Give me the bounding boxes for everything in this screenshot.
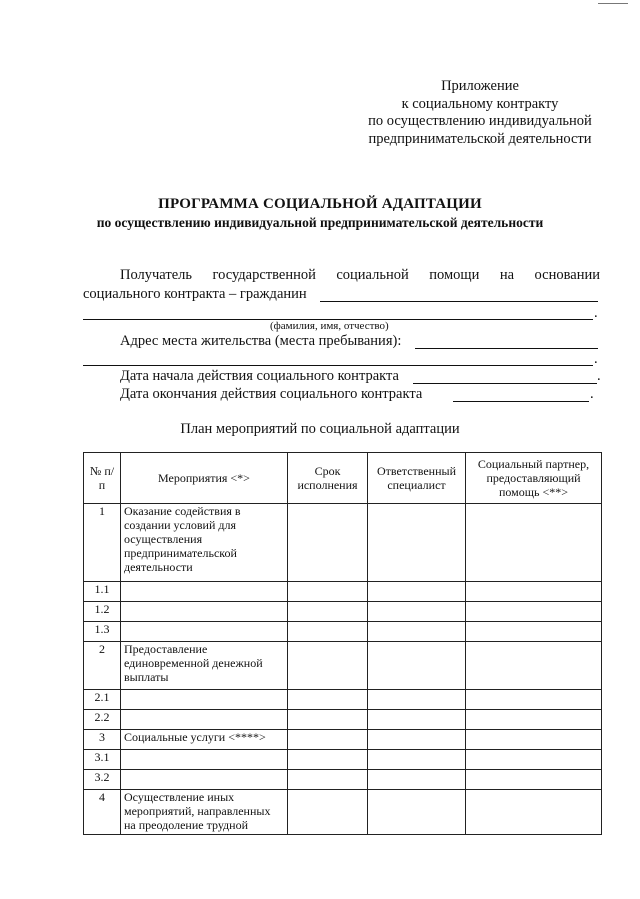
name-caption: (фамилия, имя, отчество) <box>270 320 389 332</box>
row-number: 1.2 <box>84 602 121 622</box>
period-mark: . <box>590 386 594 402</box>
period-mark: . <box>597 368 601 384</box>
appendix-note <box>360 78 600 148</box>
start-date-label: Дата начала действия социального контракта <box>120 368 399 384</box>
recipient-line-2: социального контракта – гражданин <box>83 286 307 302</box>
appendix-line: предпринимательской деятельности <box>368 130 592 147</box>
row-number: 2.1 <box>84 690 121 710</box>
table-row <box>84 710 602 730</box>
header-responsible: Ответственный специалист <box>368 453 466 504</box>
row-partner-cell[interactable] <box>466 710 602 730</box>
table-row <box>84 602 602 622</box>
document-title: ПРОГРАММА СОЦИАЛЬНОЙ АДАПТАЦИИ <box>158 196 482 212</box>
row-responsible-cell[interactable] <box>368 622 466 642</box>
table-row <box>84 642 602 690</box>
row-responsible-cell[interactable] <box>368 582 466 602</box>
start-date-field[interactable] <box>413 383 597 384</box>
row-activity[interactable] <box>121 622 288 642</box>
row-activity[interactable] <box>121 582 288 602</box>
row-partner-cell[interactable] <box>466 730 602 750</box>
row-partner-cell[interactable] <box>466 690 602 710</box>
row-activity[interactable] <box>121 710 288 730</box>
row-responsible-cell[interactable] <box>368 730 466 750</box>
table-row <box>84 770 602 790</box>
period-mark: . <box>594 351 598 367</box>
row-activity[interactable] <box>121 690 288 710</box>
row-responsible-cell[interactable] <box>368 642 466 690</box>
table-row <box>84 582 602 602</box>
recipient-name-field[interactable] <box>320 301 598 302</box>
row-partner-cell[interactable] <box>466 504 602 582</box>
address-field[interactable] <box>415 348 598 349</box>
period-mark: . <box>594 305 598 321</box>
table-row <box>84 750 602 770</box>
header-activities: Мероприятия <*> <box>121 453 288 504</box>
row-deadline-cell[interactable] <box>288 730 368 750</box>
row-activity[interactable] <box>121 770 288 790</box>
row-partner-cell[interactable] <box>466 602 602 622</box>
row-number: 3 <box>84 730 121 750</box>
row-responsible-cell[interactable] <box>368 602 466 622</box>
row-number: 3.1 <box>84 750 121 770</box>
address-label: Адрес места жительства (места пребывания): <box>120 333 402 349</box>
top-edge-line <box>598 3 628 4</box>
header-number: № п/п <box>84 453 121 504</box>
row-activity[interactable] <box>121 602 288 622</box>
row-partner-cell[interactable] <box>466 750 602 770</box>
table-header-row <box>84 453 602 504</box>
address-field-2[interactable] <box>83 365 593 366</box>
row-responsible-cell[interactable] <box>368 504 466 582</box>
row-number: 1.3 <box>84 622 121 642</box>
row-activity: Предоставление единовременной денежной выплаты <box>121 642 288 690</box>
row-deadline-cell[interactable] <box>288 602 368 622</box>
row-activity[interactable] <box>121 750 288 770</box>
row-number: 2.2 <box>84 710 121 730</box>
row-deadline-cell[interactable] <box>288 770 368 790</box>
end-date-label: Дата окончания действия социального контракта <box>120 386 423 402</box>
plan-table <box>83 452 602 835</box>
row-activity: Оказание содействия в создании условий для осуществления предпринимательской деятельности <box>121 504 288 582</box>
end-date-field[interactable] <box>453 401 589 402</box>
row-responsible-cell[interactable] <box>368 770 466 790</box>
row-deadline-cell[interactable] <box>288 622 368 642</box>
row-number: 1 <box>84 504 121 582</box>
row-deadline-cell[interactable] <box>288 504 368 582</box>
table-row <box>84 690 602 710</box>
row-deadline-cell[interactable] <box>288 642 368 690</box>
row-responsible-cell[interactable] <box>368 750 466 770</box>
appendix-line: к социальному контракту <box>401 95 559 112</box>
header-deadline: Срок исполнения <box>288 453 368 504</box>
row-deadline-cell[interactable] <box>288 710 368 730</box>
table-row <box>84 622 602 642</box>
row-activity: Осуществление иных мероприятий, направленных на преодоление трудной <box>121 790 288 835</box>
plan-title: План мероприятий по социальной адаптации <box>180 421 460 437</box>
row-activity: Социальные услуги <****> <box>121 730 288 750</box>
recipient-line-1: Получатель государственной социальной помощи на основании <box>120 267 600 283</box>
table-row <box>84 504 602 582</box>
row-responsible-cell[interactable] <box>368 790 466 835</box>
row-responsible-cell[interactable] <box>368 690 466 710</box>
table-row <box>84 790 602 835</box>
row-partner-cell[interactable] <box>466 642 602 690</box>
row-deadline-cell[interactable] <box>288 750 368 770</box>
row-deadline-cell[interactable] <box>288 790 368 835</box>
table-row <box>84 730 602 750</box>
header-partner: Социальный партнер, предоставляющий помощь <**> <box>466 453 602 504</box>
row-partner-cell[interactable] <box>466 622 602 642</box>
appendix-line: по осуществлению индивидуальной <box>368 113 592 129</box>
row-partner-cell[interactable] <box>466 582 602 602</box>
row-number: 1.1 <box>84 582 121 602</box>
appendix-line: Приложение <box>441 78 519 94</box>
row-deadline-cell[interactable] <box>288 690 368 710</box>
row-partner-cell[interactable] <box>466 790 602 835</box>
row-responsible-cell[interactable] <box>368 710 466 730</box>
document-subtitle: по осуществлению индивидуальной предпринимательской деятельности <box>96 215 544 230</box>
row-deadline-cell[interactable] <box>288 582 368 602</box>
row-number: 3.2 <box>84 770 121 790</box>
row-number: 2 <box>84 642 121 690</box>
row-number: 4 <box>84 790 121 835</box>
row-partner-cell[interactable] <box>466 770 602 790</box>
